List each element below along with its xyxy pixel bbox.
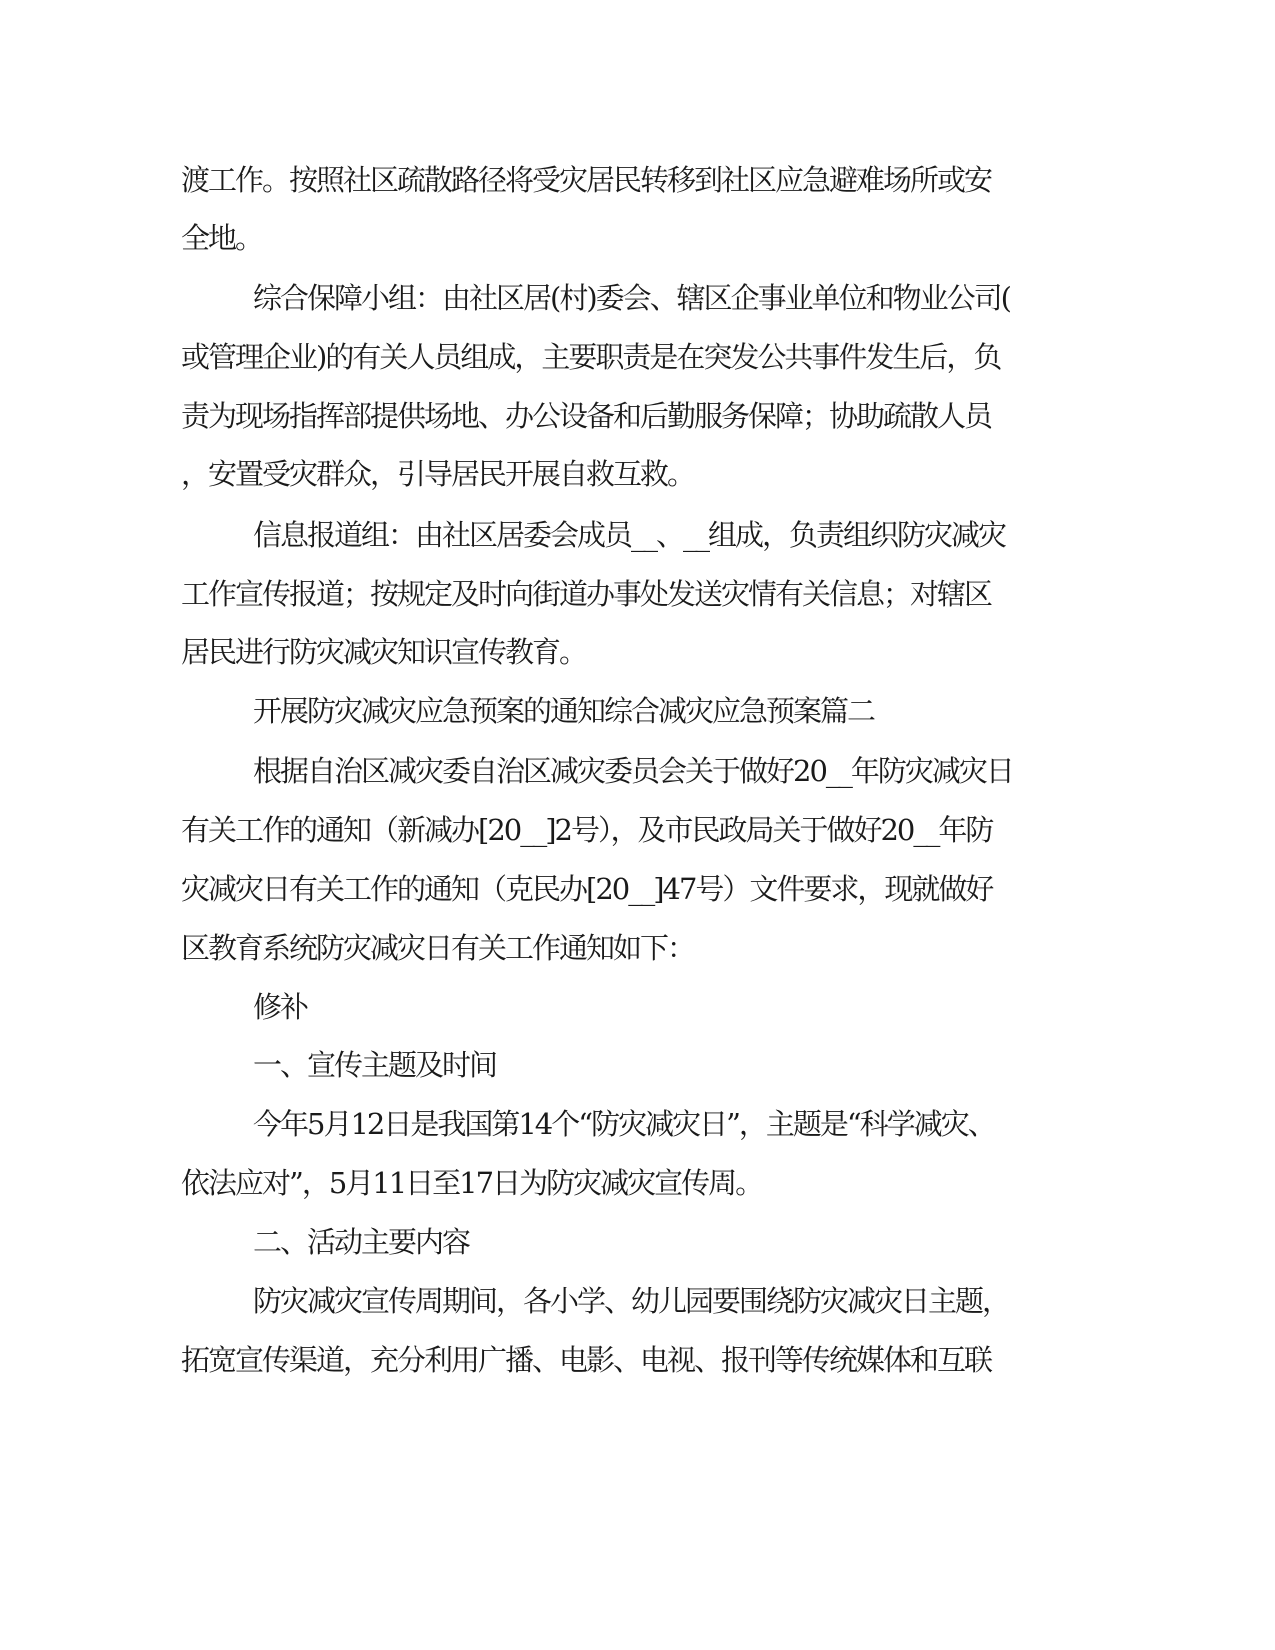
section-heading: 一、宣传主题及时间 <box>253 1048 497 1082</box>
text-line: 修补 <box>253 990 308 1024</box>
section-heading: 开展防灾减灾应急预案的通知综合减灾应急预案篇二 <box>253 694 875 728</box>
text-line: 区教育系统防灾减灾日有关工作通知如下： <box>181 931 695 965</box>
text-line: 全地。 <box>181 221 263 255</box>
text-line: 渡工作。按照社区疏散路径将受灾居民转移到社区应急避难场所或安 <box>181 163 992 197</box>
text-line: 依法应对”，5月11日至17日为防灾减灾宣传周。 <box>181 1166 763 1200</box>
section-heading: 二、活动主要内容 <box>253 1225 470 1259</box>
text-line: 灾减灾日有关工作的通知（克民办[20__]47号）文件要求，现就做好 <box>181 872 993 906</box>
text-line: 工作宣传报道；按规定及时向街道办事处发送灾情有关信息；对辖区 <box>181 577 992 611</box>
text-line: ，安置受灾群众，引导居民开展自救互救。 <box>181 457 695 491</box>
paragraph-start-line: 综合保障小组：由社区居(村)委会、辖区企事业单位和物业公司( <box>253 281 1010 315</box>
paragraph-start-line: 信息报道组：由社区居委会成员__、__组成，负责组织防灾减灾 <box>253 518 1006 552</box>
text-line: 或管理企业)的有关人员组成，主要职责是在突发公共事件发生后，负 <box>181 340 1001 374</box>
text-line: 责为现场指挥部提供场地、办公设备和后勤服务保障；协助疏散人员 <box>181 399 992 433</box>
paragraph-start-line: 根据自治区减灾委自治区减灾委员会关于做好20__年防灾减灾日 <box>253 754 1013 788</box>
paragraph-start-line: 今年5月12日是我国第14个“防灾减灾日”，主题是“科学减灾、 <box>253 1107 995 1141</box>
text-line: 有关工作的通知（新减办[20__]2号），及市民政局关于做好20__年防 <box>181 813 993 847</box>
text-line: 拓宽宣传渠道，充分利用广播、电影、电视、报刊等传统媒体和互联 <box>181 1343 992 1377</box>
paragraph-start-line: 防灾减灾宣传周期间，各小学、幼儿园要围绕防灾减灾日主题， <box>253 1284 1010 1318</box>
text-line: 居民进行防灾减灾知识宣传教育。 <box>181 635 587 669</box>
